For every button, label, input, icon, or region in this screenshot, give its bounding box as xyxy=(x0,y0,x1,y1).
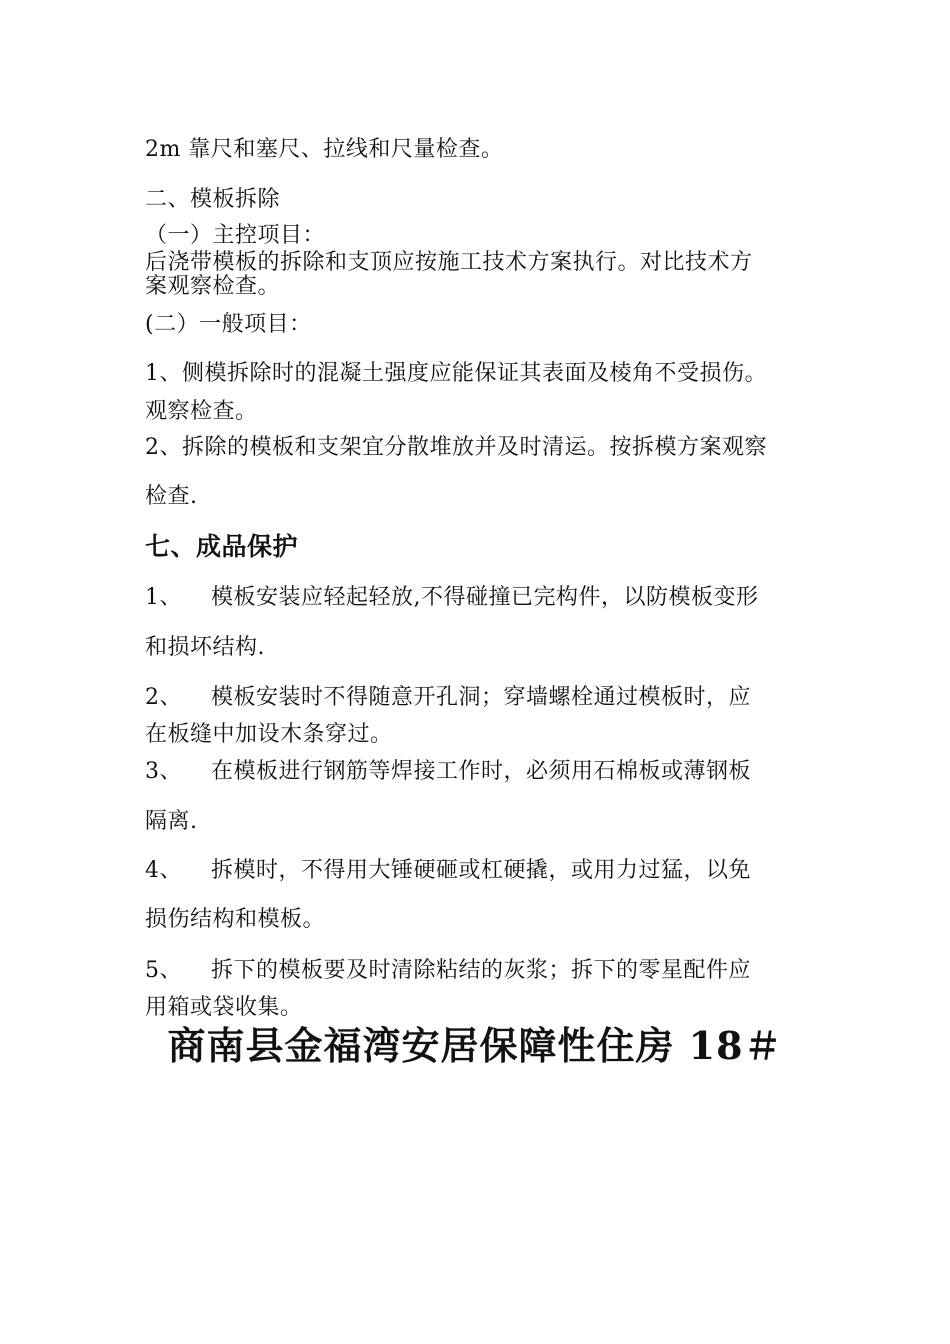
list-item-continuation: 隔离. xyxy=(145,809,198,834)
list-item xyxy=(145,684,751,712)
text-line: （一）主控项目： xyxy=(145,223,326,248)
item-text: 模板安装时不得随意开孔洞；穿墙螺栓通过模板时，应 xyxy=(211,685,752,710)
item-text: 拆下的模板要及时清除粘结的灰浆；拆下的零星配件应 xyxy=(211,958,752,983)
item-text: 拆模时，不得用大锤硬砸或杠硬撬，或用力过猛，以免 xyxy=(211,858,752,883)
list-item-continuation: 用箱或袋收集。 xyxy=(145,995,303,1020)
text-line: 2m 靠尺和塞尺、拉线和尺量检查。 xyxy=(145,137,504,162)
item-number: 2、 xyxy=(145,685,182,710)
list-item xyxy=(145,758,751,786)
list-item-continuation: 损伤结构和模板。 xyxy=(145,907,326,932)
item-number: 3、 xyxy=(145,759,182,784)
text-line: 2、拆除的模板和支架宜分散堆放并及时清运。按拆模方案观察 xyxy=(145,435,767,460)
list-item-continuation: 和损坏结构. xyxy=(145,635,265,660)
list-item xyxy=(145,857,751,885)
list-item xyxy=(145,957,751,985)
item-number: 1、 xyxy=(145,585,182,610)
item-number: 4、 xyxy=(145,858,182,883)
item-text: 模板安装应轻起轻放,不得碰撞已完构件，以防模板变形 xyxy=(211,585,759,610)
text-line: 1、侧模拆除时的混凝土强度应能保证其表面及棱角不受损伤。 xyxy=(145,361,767,386)
text-line: 检查. xyxy=(145,484,198,509)
project-title: 商南县金福湾安居保障性住房 18＃ xyxy=(167,1023,783,1068)
item-number: 5、 xyxy=(145,958,182,983)
list-item xyxy=(145,584,759,612)
text-line: (二）一般项目： xyxy=(145,312,312,337)
subsection-heading: 二、模板拆除 xyxy=(145,187,281,212)
list-item-continuation: 在板缝中加设木条穿过。 xyxy=(145,722,393,747)
section-heading: 七、成品保护 xyxy=(145,532,299,561)
item-text: 在模板进行钢筋等焊接工作时，必须用石棉板或薄钢板 xyxy=(211,759,752,784)
text-line: 案观察检查。 xyxy=(145,274,281,299)
text-line: 观察检查。 xyxy=(145,399,258,424)
text-line: 后浇带模板的拆除和支顶应按施工技术方案执行。对比技术方 xyxy=(145,250,753,275)
